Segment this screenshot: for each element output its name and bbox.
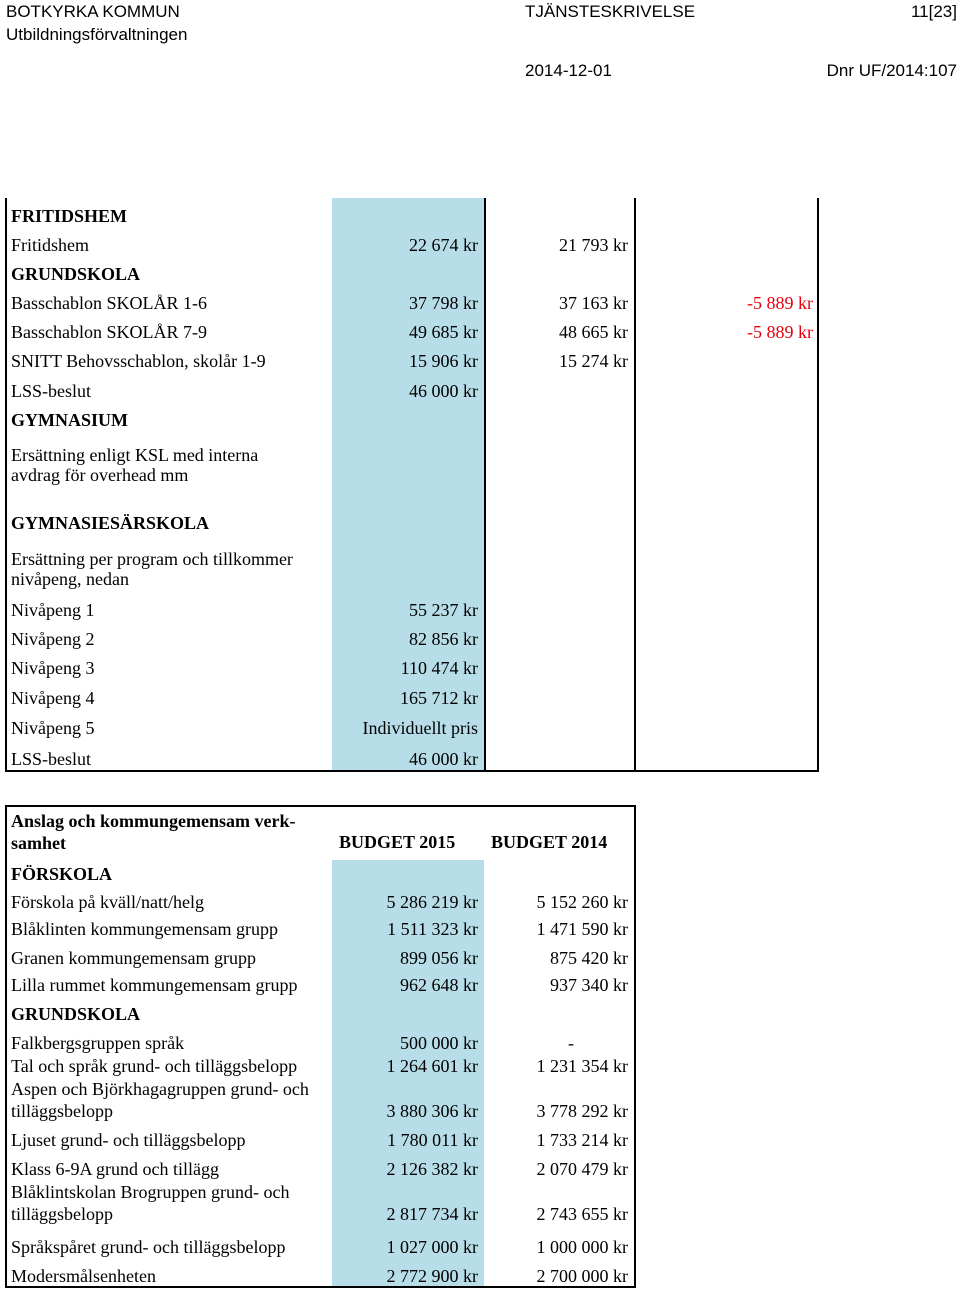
column-header-budget-2014: BUDGET 2014 bbox=[491, 832, 608, 852]
value-col1: 49 685 kr bbox=[409, 322, 478, 342]
section-heading: FÖRSKOLA bbox=[11, 864, 113, 884]
row-label: Blåklintskolan Brogruppen grund- och tilläggsbelopp bbox=[11, 1182, 290, 1224]
table1-right-border bbox=[817, 198, 819, 772]
value-col2: 21 793 kr bbox=[559, 235, 628, 255]
value-col1: 2 126 382 kr bbox=[386, 1159, 478, 1179]
value-col2: 37 163 kr bbox=[559, 293, 628, 313]
section-heading: GYMNASIUM bbox=[11, 410, 128, 430]
row-label: Granen kommungemensam grupp bbox=[11, 948, 256, 968]
column-header-budget-2015: BUDGET 2015 bbox=[339, 832, 456, 852]
row-label: Nivåpeng 1 bbox=[11, 600, 95, 620]
value-col3: -5 889 kr bbox=[747, 293, 813, 313]
value-col1: 55 237 kr bbox=[409, 600, 478, 620]
value-col2: - bbox=[568, 1033, 574, 1053]
table2-bottom-border bbox=[5, 1286, 635, 1288]
value-col1: Individuellt pris bbox=[362, 718, 478, 738]
value-col1: 15 906 kr bbox=[409, 351, 478, 371]
value-col1: 899 056 kr bbox=[400, 948, 478, 968]
table1-divider bbox=[484, 198, 486, 772]
value-col1: 1 511 323 kr bbox=[387, 919, 478, 939]
value-col1: 46 000 kr bbox=[409, 749, 478, 769]
row-label: Ersättning enligt KSL med interna avdrag för overhead mm bbox=[11, 445, 259, 485]
value-col3: -5 889 kr bbox=[747, 322, 813, 342]
value-col2: 2 070 479 kr bbox=[536, 1159, 628, 1179]
row-label: Falkbergsgruppen språk bbox=[11, 1033, 185, 1053]
row-label: Nivåpeng 4 bbox=[11, 688, 95, 708]
value-col2: 2 700 000 kr bbox=[536, 1266, 628, 1286]
value-col1: 2 817 734 kr bbox=[386, 1204, 478, 1224]
document-type: TJÄNSTESKRIVELSE bbox=[525, 2, 696, 21]
department-name: Utbildningsförvaltningen bbox=[6, 25, 188, 44]
value-col2: 937 340 kr bbox=[550, 975, 628, 995]
value-col1: 2 772 900 kr bbox=[386, 1266, 478, 1286]
value-col2: 3 778 292 kr bbox=[536, 1101, 628, 1121]
value-col1: 22 674 kr bbox=[409, 235, 478, 255]
value-col1: 1 264 601 kr bbox=[386, 1056, 478, 1076]
value-col1: 500 000 kr bbox=[400, 1033, 478, 1053]
row-label: SNITT Behovsschablon, skolår 1-9 bbox=[11, 351, 266, 371]
table1-bottom-border bbox=[5, 770, 819, 772]
section-heading: FRITIDSHEM bbox=[11, 206, 128, 226]
value-col1: 1 780 011 kr bbox=[387, 1130, 478, 1150]
row-label: Lilla rummet kommungemensam grupp bbox=[11, 975, 298, 995]
page-number: 11[23] bbox=[910, 2, 957, 21]
row-label: Nivåpeng 3 bbox=[11, 658, 95, 678]
value-col2: 1 733 214 kr bbox=[536, 1130, 628, 1150]
table2-right-border bbox=[634, 805, 636, 1288]
row-label: Fritidshem bbox=[11, 235, 90, 255]
value-col2: 875 420 kr bbox=[550, 948, 628, 968]
row-label: Nivåpeng 2 bbox=[11, 629, 95, 649]
row-label: Basschablon SKOLÅR 1-6 bbox=[11, 293, 207, 313]
table2-title-line1: Anslag och kommungemensam verk- bbox=[11, 811, 296, 831]
value-col1: 82 856 kr bbox=[409, 629, 478, 649]
table2-title-line2: samhet bbox=[11, 833, 66, 853]
row-label: Ljuset grund- och tilläggsbelopp bbox=[11, 1130, 246, 1150]
row-label: LSS-beslut bbox=[11, 381, 92, 401]
table1-left-border bbox=[5, 198, 7, 772]
table2-left-border bbox=[5, 805, 7, 1288]
table2-title bbox=[11, 810, 296, 854]
row-label: Förskola på kväll/natt/helg bbox=[11, 892, 204, 912]
row-label: Klass 6-9A grund och tillägg bbox=[11, 1159, 219, 1179]
section-heading: GYMNASIESÄRSKOLA bbox=[11, 513, 210, 533]
value-col2: 5 152 260 kr bbox=[536, 892, 628, 912]
org-name: BOTKYRKA KOMMUN bbox=[6, 2, 180, 21]
row-label: Språkspåret grund- och tilläggsbelopp bbox=[11, 1237, 286, 1257]
row-label: LSS-beslut bbox=[11, 749, 92, 769]
row-label: Tal och språk grund- och tilläggsbelopp bbox=[11, 1056, 298, 1076]
row-label: Basschablon SKOLÅR 7-9 bbox=[11, 322, 207, 342]
table1-divider bbox=[634, 198, 636, 772]
section-heading: GRUNDSKOLA bbox=[11, 264, 141, 284]
value-col1: 165 712 kr bbox=[400, 688, 478, 708]
value-col2: 1 471 590 kr bbox=[536, 919, 628, 939]
row-label: Nivåpeng 5 bbox=[11, 718, 95, 738]
value-col1: 5 286 219 kr bbox=[386, 892, 478, 912]
value-col2: 2 743 655 kr bbox=[536, 1204, 628, 1224]
row-label: Ersättning per program och tillkommer nivåpeng, nedan bbox=[11, 549, 293, 589]
budget-column-band bbox=[332, 198, 484, 772]
value-col2: 1 000 000 kr bbox=[536, 1237, 628, 1257]
value-col1: 46 000 kr bbox=[409, 381, 478, 401]
section-heading: GRUNDSKOLA bbox=[11, 1004, 141, 1024]
document-reference: Dnr UF/2014:107 bbox=[826, 61, 957, 80]
value-col1: 3 880 306 kr bbox=[386, 1101, 478, 1121]
value-col1: 962 648 kr bbox=[400, 975, 478, 995]
value-col1: 1 027 000 kr bbox=[386, 1237, 478, 1257]
value-col2: 15 274 kr bbox=[559, 351, 628, 371]
value-col1: 37 798 kr bbox=[409, 293, 478, 313]
value-col2: 1 231 354 kr bbox=[536, 1056, 628, 1076]
value-col2: 48 665 kr bbox=[559, 322, 628, 342]
row-label: Aspen och Björkhagagruppen grund- och tilläggsbelopp bbox=[11, 1079, 309, 1121]
row-label: Blåklinten kommungemensam grupp bbox=[11, 919, 278, 939]
row-label: Modersmålsenheten bbox=[11, 1266, 156, 1286]
value-col1: 110 474 kr bbox=[400, 658, 478, 678]
table2-top-border bbox=[5, 805, 635, 807]
document-date: 2014-12-01 bbox=[525, 61, 612, 80]
